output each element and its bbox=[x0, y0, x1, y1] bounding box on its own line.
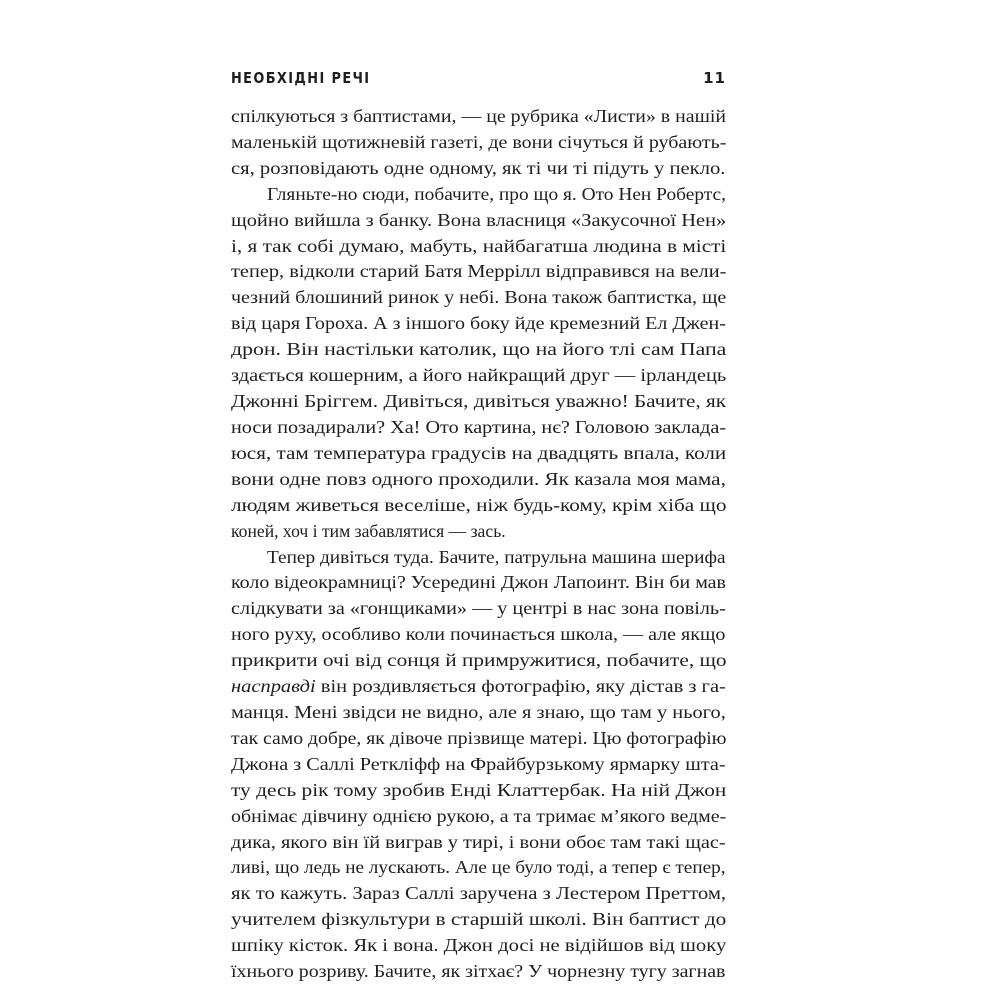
text-line: ту десь рік тому зробив Енді Клаттербак. На ній Джон bbox=[231, 779, 727, 800]
text-line: і, я так собі думаю, мабуть, найбагатша людина в місті bbox=[231, 235, 727, 256]
paragraph-first-line: Тепер дивіться туда. Бачите, патрульна машина шерифа bbox=[267, 546, 726, 567]
text-line: Джонні Бріггем. Дивіться, дивіться уважно! Бачите, як bbox=[231, 391, 727, 412]
text-line: насправді він роздивляється фотографію, яку дістав з га- bbox=[231, 676, 726, 697]
text-line: їхнього розриву. Бачите, як зітхає? У чорнезну тугу загнав bbox=[231, 961, 726, 982]
text-line: прикрити очі від сонця й примружитися, побачите, що bbox=[231, 650, 727, 671]
text-line: манця. Мені звідси не видно, але я знаю, що там у нього, bbox=[231, 701, 726, 722]
text-line: ливі, що ледь не лускають. Але це було тоді, а тепер є тепер, bbox=[231, 857, 726, 878]
text-line: слідкувати за «гонщиками» — у центрі в нас зона повіль- bbox=[231, 598, 726, 619]
text-line: чезний блошиний ринок у небі. Вона також баптистка, ще bbox=[231, 287, 727, 308]
text-line: від царя Гороха. А з іншого боку йде кремезний Ел Джен- bbox=[231, 313, 726, 334]
paragraph-last-line: коней, хоч і тим забавлятися — зась. bbox=[231, 520, 506, 541]
text-line: шпіку кісток. Як і вона. Джон досі не відійшов від шоку bbox=[231, 935, 727, 956]
text-line: як то кажуть. Зараз Саллі заручена з Лестером Преттом, bbox=[231, 883, 727, 904]
text-line: обнімає дівчину однією рукою, а та тримає м’якого ведме- bbox=[231, 805, 727, 826]
emphasis-word: насправді bbox=[231, 676, 316, 697]
text-line: маленькій щотижневій газеті, де вони січуться й рубають- bbox=[231, 131, 727, 152]
text-line: так само добре, як дівоче прізвище матері. Цю фотографію bbox=[231, 727, 727, 748]
text-line: ного руху, особливо коли починається школа, — але якщо bbox=[231, 624, 726, 645]
page-number: 11 bbox=[703, 69, 726, 87]
text-line: дрон. Він настільки католик, що на його тлі сам Папа bbox=[231, 339, 727, 360]
text-line: людям живеться веселіше, ніж будь-кому, крім хіба що bbox=[231, 494, 727, 515]
text-line: вони одне повз одного проходили. Як казала моя мама, bbox=[231, 468, 726, 489]
text-line: юся, там температура градусів на двадцять впала, коли bbox=[231, 442, 727, 463]
running-title: НЕОБХІДНІ РЕЧІ bbox=[231, 69, 371, 87]
text-line: носи позадирали? Ха! Ото картина, нє? Головою заклада- bbox=[231, 416, 727, 437]
text-line: ся, розповідають одне одному, як ті чи ті підуть у пекло. bbox=[231, 157, 726, 178]
paragraph-first-line: Гляньте-но сюди, побачите, про що я. Ото Нен Робертс, bbox=[267, 183, 726, 204]
text-line: дика, якого він їй виграв у тирі, і вони обоє там такі щас- bbox=[231, 831, 726, 852]
text-line: учителем фізкультури в старшій школі. Він баптист до bbox=[231, 909, 727, 930]
text-line: Джона з Саллі Реткліфф на Фрайбурзькому ярмарку шта- bbox=[231, 753, 726, 774]
text-line: коло відеокрамниці? Усередині Джон Лапоинт. Він би мав bbox=[231, 572, 726, 593]
text-line: щойно вийшла з банку. Вона власниця «Закусочної Нен» bbox=[231, 209, 727, 230]
text-line: здається кошерним, а його найкращий друг — ірландець bbox=[231, 365, 727, 386]
text-line: спілкуються з баптистами, — це рубрика «Листи» в нашій bbox=[231, 106, 726, 126]
text-line: тепер, відколи старий Батя Меррілл відправився на вели- bbox=[231, 261, 727, 282]
page-header bbox=[231, 64, 726, 94]
